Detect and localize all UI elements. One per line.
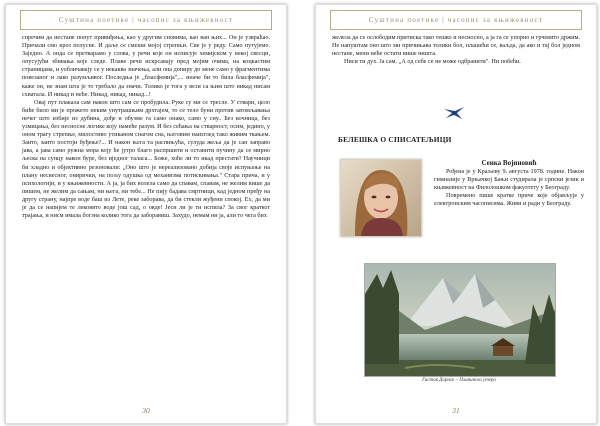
bird-ornament-icon — [443, 105, 465, 121]
page-header: Суштина поетике | часопис за књижевност — [20, 10, 272, 30]
paragraph: желела да се ослободим притиска тако тешко и несносно, а ја га се упорно и грчевито држим. Не напуштам оно што ми причињава толики бол, плашећи се, ваљда, да ако и тај бол једном нестане, мени неће остати више ништа. — [332, 34, 580, 58]
author-name: Сенка Војиновић — [481, 159, 537, 167]
bio-paragraph: Рођена је у Краљеву 9. августа 1978. године. Након гимназије у Врњачкој Бањи студирала је српски језик и књижевност на Филолошком факултету у Београду. — [434, 168, 584, 192]
page-number: 30 — [142, 406, 150, 415]
section-title: БЕЛЕШКА О СПИСАТЕЉИЦИ — [338, 135, 452, 144]
paragraph: Ниси ти дух. Ја сам. „А од себе се не може одбранити". Ни побећи. — [344, 58, 521, 66]
author-bio — [434, 159, 584, 209]
painting-caption: Гистав Дорнго – Планинско језеро — [422, 378, 496, 383]
page-header: Суштина поетике | часопис за књижевност — [330, 10, 582, 30]
bio-paragraph: Повремено пише кратке приче које објављује у електронским часописима. Живи и ради у Београду. — [434, 192, 584, 208]
left-page — [5, 4, 287, 424]
left-body-text — [22, 34, 270, 220]
page-number: 31 — [452, 406, 460, 415]
paragraph: Овај пут плакала сам након што сам се пробудила. Руке су ми се тресле. У ствари, цело биће било ми је прожето неким унутрашњим дрхтајем, то се тело буни против затомљавања нечег што избије из дубина, дође и обузме га само онако, само у сну.. Без кочница, без узмицања, без несносне логике коју намеће разум. И без сећања на стварност, осим, једино, у оном трагу стрепње, милостиво утиканом снагом сна, његовим наизглед тако живим ткањем. Заито, заито постоји буђење?... И након њега та распињућа, сулудa жеља да је сан заправо јава, а јава само ружна мора коју ће јутро благо распршити и оставити пучину да се мирно љеска на сунцу након буре, без иједног талаca... Боже, хоће ли то икад престати? Научници би хладно и објективно резоновали: „Оно што је нереализовано добија своје испуњење на плану несвесног, онирички, на пољу одушка од механизма потискивања." Стара прича, и у психологији, и у књижевности. А ја, ја бих волела само да спавам, спавам, не желим више да пишем, не желим да сањам, ни њега, ни тебе... Не пију бадава смртници, кад једном пређу на другу страну, најпре воде баш из Лете, реке заборава, да би стекли жуђени спокој. Ех, да ми је да се напијем те лековите воде још сад, о овде! Јеси ли је ти испила? За свог кратког трајања, и нисм имала богзна колико тога да заборавиш. Захудо, немам ни ја, али то чега бих — [22, 98, 270, 220]
author-portrait — [340, 159, 422, 237]
landscape-painting — [364, 263, 556, 377]
paragraph: спречим да нестане попут привиђења, као у другим сновима, као ван њих... Он је узврaћао. Причали смо кроз полуснe. И даље се смеши мојој стрепњи. Све је у реду. Само путујемо. Заједно. А онда се претварамо у слова, у речи које он исписује хемијском у некој свесци, опусујући збивања које следе. Плаве речи искрсавају пред мојим очима, на коцкастим страницама, и уобличавају се у некаква значења, али она допиру до мене само у фрагментима повезаног и лако разумљивог. Последња је „бласфемија",... иначе би то била бласфемија", каже он, не знам шта је то требало да значи. Толико је тога у вези са њим што никад нисам схватала. И никад и неће. Никад, никад, никад...! — [22, 34, 270, 98]
right-body-text — [332, 34, 580, 66]
right-page — [315, 4, 597, 424]
